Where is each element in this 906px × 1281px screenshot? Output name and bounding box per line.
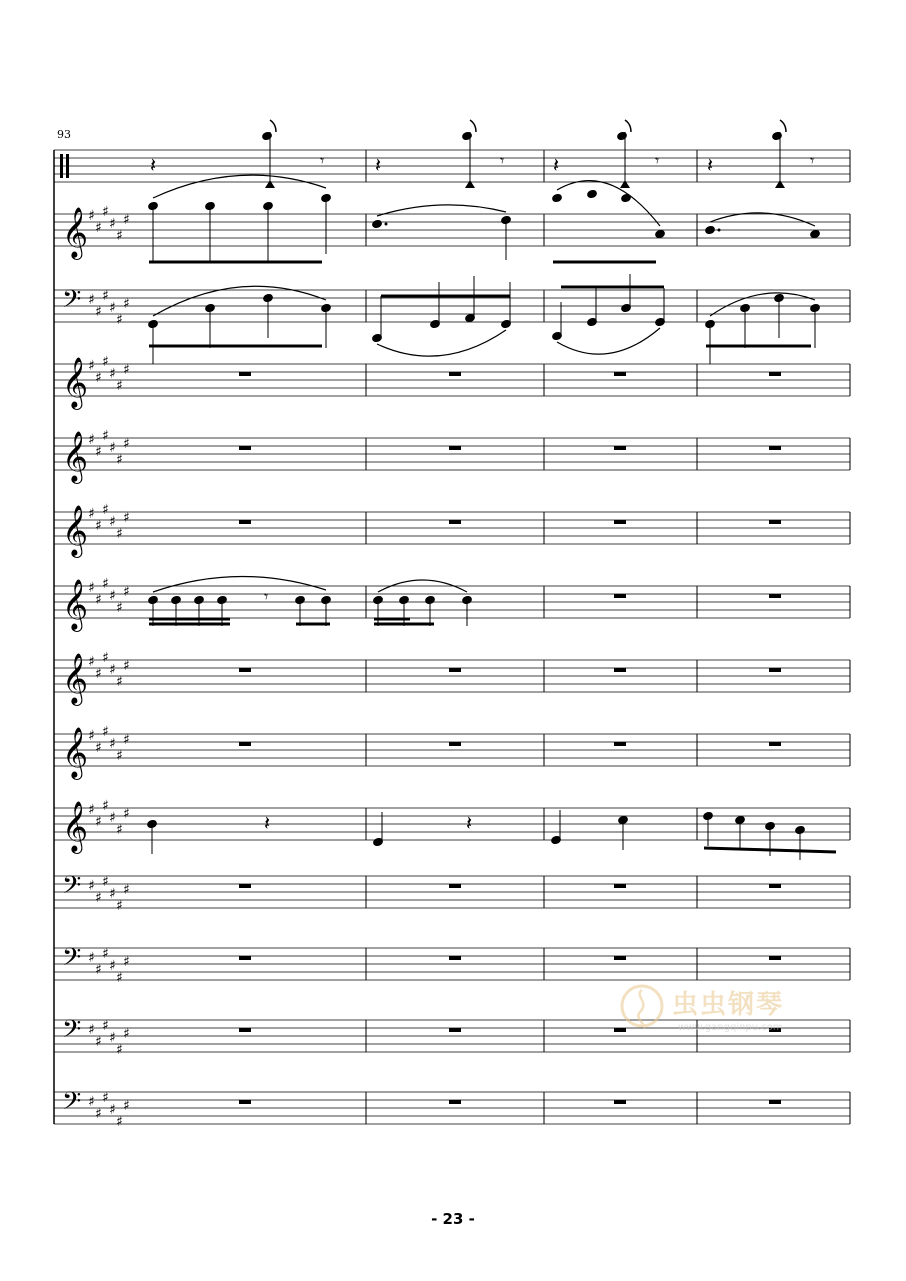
whole-rest [239,956,251,960]
sharp-icon: ♯ [116,526,123,542]
sharp-icon: ♯ [88,1022,95,1038]
treble-clef-icon: 𝄞 [62,207,89,258]
sharp-icon: ♯ [123,658,130,674]
treble-clef-icon: 𝄞 [62,579,89,630]
sharp-icon: ♯ [102,874,109,890]
sharp-icon: ♯ [109,440,116,456]
whole-rest [449,884,461,888]
note-head [262,131,273,140]
percussion-clef-icon [66,154,69,178]
sharp-icon: ♯ [102,1018,109,1034]
slur [377,330,506,356]
sharp-icon: ♯ [95,370,102,386]
whole-rest [769,956,781,960]
sharp-icon: ♯ [102,354,109,370]
whole-rest [449,372,461,376]
sharp-icon: ♯ [123,954,130,970]
quarter-rest-icon: 𝄽 [264,811,271,835]
sharp-icon: ♯ [95,814,102,830]
sharp-icon: ♯ [116,378,123,394]
sharp-icon: ♯ [95,666,102,682]
watermark [620,978,820,1038]
sharp-icon: ♯ [95,890,102,906]
sharp-icon: ♯ [123,296,130,312]
note-head [587,189,598,198]
whole-rest [769,1100,781,1104]
sharp-icon: ♯ [88,728,95,744]
sharp-icon: ♯ [109,514,116,530]
sharp-icon: ♯ [88,208,95,224]
sharp-icon: ♯ [102,502,109,518]
sharp-icon: ♯ [123,584,130,600]
whole-rest [614,668,626,672]
sharp-icon: ♯ [95,740,102,756]
measure-number: 93 [57,128,71,141]
sharp-icon: ♯ [88,1094,95,1110]
whole-rest [449,446,461,450]
sharp-icon: ♯ [109,300,116,316]
whole-rest [614,372,626,376]
whole-rest [239,742,251,746]
bass-clef-icon: 𝄢 [62,943,82,978]
sharp-icon: ♯ [95,1106,102,1122]
sharp-icon: ♯ [102,428,109,444]
whole-rest [239,668,251,672]
note-head [617,131,628,140]
slur [710,293,815,316]
slur [710,213,815,226]
bass-clef-icon: 𝄢 [62,871,82,906]
sharp-icon: ♯ [116,1114,123,1130]
note-flag [470,120,476,132]
quarter-rest-icon: 𝄽 [375,153,382,177]
sharp-icon: ♯ [123,1098,130,1114]
note-beam [704,848,836,852]
sharp-icon: ♯ [102,650,109,666]
whole-rest [614,742,626,746]
sharp-icon: ♯ [109,736,116,752]
whole-rest [239,520,251,524]
sharp-icon: ♯ [88,292,95,308]
watermark-title: 虫虫钢琴 [672,990,785,1020]
note-head [372,219,383,228]
sharp-icon: ♯ [95,1034,102,1050]
sharp-icon: ♯ [109,810,116,826]
quarter-rest-icon: 𝄽 [707,153,714,177]
whole-rest [614,884,626,888]
sharp-icon: ♯ [109,1030,116,1046]
note-head [705,225,716,234]
whole-rest [239,1028,251,1032]
eighth-rest-icon: 𝄾 [264,587,269,606]
sharp-icon: ♯ [88,950,95,966]
sharp-icon: ♯ [109,366,116,382]
treble-clef-icon: 𝄞 [62,653,89,704]
quarter-rest-icon: 𝄽 [150,153,157,177]
dot [718,229,721,232]
whole-rest [449,1100,461,1104]
sharp-icon: ♯ [123,510,130,526]
sharp-icon: ♯ [102,288,109,304]
sharp-icon: ♯ [116,312,123,328]
whole-rest [769,446,781,450]
page-number: - 23 - [431,1210,475,1228]
sharp-icon: ♯ [95,220,102,236]
slur [153,286,326,316]
slur [557,181,660,226]
whole-rest [614,520,626,524]
sharp-icon: ♯ [88,432,95,448]
note-flag [270,120,276,132]
treble-clef-icon: 𝄞 [62,505,89,556]
whole-rest [769,668,781,672]
treble-clef-icon: 𝄞 [62,431,89,482]
whole-rest [449,1028,461,1032]
sharp-icon: ♯ [116,452,123,468]
eighth-rest-icon: 𝄾 [500,151,505,170]
sharp-icon: ♯ [95,518,102,534]
whole-rest [769,884,781,888]
whole-rest [769,594,781,598]
eighth-rest-icon: 𝄾 [655,151,660,170]
sharp-icon: ♯ [102,724,109,740]
note-head [655,229,666,238]
note-head [621,193,632,202]
whole-rest [239,372,251,376]
sharp-icon: ♯ [116,822,123,838]
whole-rest [239,1100,251,1104]
bass-clef-icon: 𝄢 [62,1015,82,1050]
sharp-icon: ♯ [123,362,130,378]
sharp-icon: ♯ [88,878,95,894]
dot [385,223,388,226]
slur [557,328,660,354]
sharp-icon: ♯ [109,886,116,902]
sharp-icon: ♯ [95,304,102,320]
sharp-icon: ♯ [123,212,130,228]
whole-rest [239,884,251,888]
treble-clef-icon: 𝄞 [62,727,89,778]
sharp-icon: ♯ [123,732,130,748]
sharp-icon: ♯ [109,1102,116,1118]
sharp-icon: ♯ [88,506,95,522]
sharp-icon: ♯ [123,882,130,898]
bass-clef-icon: 𝄢 [62,1087,82,1122]
sharp-icon: ♯ [116,228,123,244]
note-head [772,131,783,140]
treble-clef-logo-icon [620,978,666,1034]
sharp-icon: ♯ [109,662,116,678]
whole-rest [614,594,626,598]
sharp-icon: ♯ [123,1026,130,1042]
sharp-icon: ♯ [95,444,102,460]
whole-rest [449,520,461,524]
sharp-icon: ♯ [88,580,95,596]
bass-clef-icon: 𝄢 [62,285,82,320]
sharp-icon: ♯ [95,962,102,978]
sharp-icon: ♯ [109,958,116,974]
sharp-icon: ♯ [109,216,116,232]
note-flag [625,120,631,132]
whole-rest [769,520,781,524]
sharp-icon: ♯ [123,806,130,822]
whole-rest [449,956,461,960]
sharp-icon: ♯ [102,1090,109,1106]
eighth-rest-icon: 𝄾 [810,151,815,170]
sharp-icon: ♯ [95,592,102,608]
slur [153,576,326,592]
sharp-icon: ♯ [116,674,123,690]
whole-rest [769,372,781,376]
whole-rest [769,742,781,746]
whole-rest [614,446,626,450]
quarter-rest-icon: 𝄽 [553,153,560,177]
sharp-icon: ♯ [123,436,130,452]
whole-rest [449,668,461,672]
sharp-icon: ♯ [88,802,95,818]
sharp-icon: ♯ [102,946,109,962]
whole-rest [614,1100,626,1104]
sharp-icon: ♯ [116,1042,123,1058]
slur [153,175,326,198]
sharp-icon: ♯ [102,204,109,220]
sharp-icon: ♯ [116,970,123,986]
whole-rest [449,742,461,746]
eighth-rest-icon: 𝄾 [320,151,325,170]
whole-rest [614,956,626,960]
note-flag [780,120,786,132]
quarter-rest-icon: 𝄽 [466,811,473,835]
note-head [552,193,563,202]
percussion-clef-icon [60,154,63,178]
treble-clef-icon: 𝄞 [62,801,89,852]
sharp-icon: ♯ [109,588,116,604]
sharp-icon: ♯ [88,654,95,670]
sharp-icon: ♯ [102,576,109,592]
sharp-icon: ♯ [116,898,123,914]
treble-clef-icon: 𝄞 [62,357,89,408]
sharp-icon: ♯ [88,358,95,374]
sharp-icon: ♯ [102,798,109,814]
note-head [462,131,473,140]
watermark-url: www.gangqinpu.com [678,1022,783,1033]
sharp-icon: ♯ [116,600,123,616]
note-head [810,229,821,238]
sharp-icon: ♯ [116,748,123,764]
whole-rest [239,446,251,450]
